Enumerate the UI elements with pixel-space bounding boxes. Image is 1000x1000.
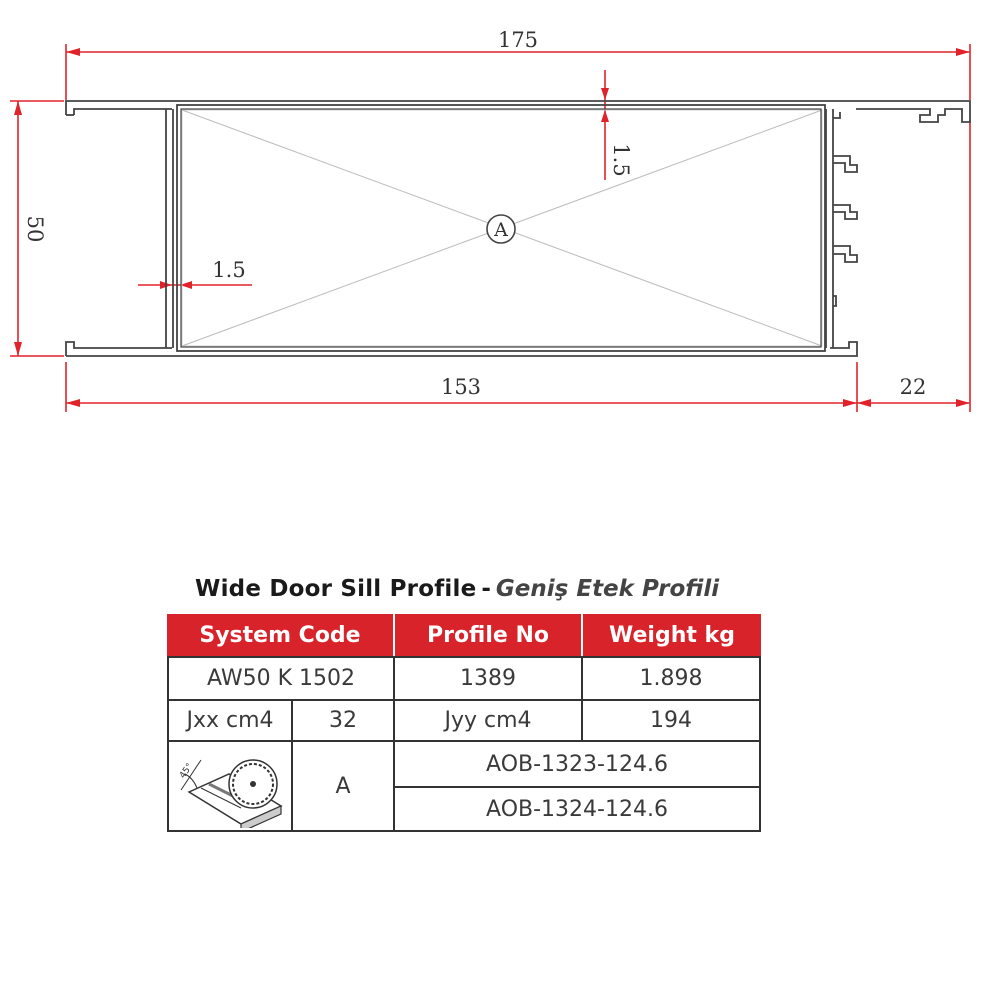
cell-jxx-value: 32 [291, 699, 395, 742]
cell-system-code: AW50 K 1502 [167, 656, 395, 701]
cell-jyy-value: 194 [581, 699, 761, 742]
spec-table [167, 614, 761, 832]
cell-weight: 1.898 [581, 656, 761, 701]
cell-cut-icon [167, 740, 293, 832]
section-marker-label: A [494, 219, 508, 241]
dim-wall-left: 1.5 [212, 258, 246, 282]
profile-title [195, 576, 795, 612]
dim-height: 50 [23, 215, 47, 243]
cell-accessory-2: AOB-1324-124.6 [393, 786, 761, 832]
cut-angle-label: 45° [177, 761, 196, 781]
cell-section: A [291, 740, 395, 832]
header-profile-no: Profile No [395, 614, 581, 656]
dim-flange-width: 22 [899, 375, 927, 399]
profile-drawing [0, 0, 1000, 440]
cell-jxx-label: Jxx cm4 [167, 699, 293, 742]
cell-accessory-1: AOB-1323-124.6 [393, 740, 761, 788]
dim-wall-top: 1.5 [609, 143, 633, 177]
title-turkish: Geniş Etek Profili [495, 576, 720, 602]
title-english: Wide Door Sill Profile [195, 576, 477, 602]
dim-inner-width: 153 [440, 375, 482, 399]
header-weight: Weight kg [583, 614, 761, 656]
saw-cut-icon [171, 744, 289, 828]
cell-profile-no: 1389 [393, 656, 583, 701]
title-separator: - [481, 576, 491, 602]
dim-overall-width: 175 [497, 28, 539, 52]
header-system-code: System Code [167, 614, 393, 656]
profile-outline [66, 101, 970, 356]
cell-jyy-label: Jyy cm4 [393, 699, 583, 742]
section-marker [487, 215, 515, 243]
